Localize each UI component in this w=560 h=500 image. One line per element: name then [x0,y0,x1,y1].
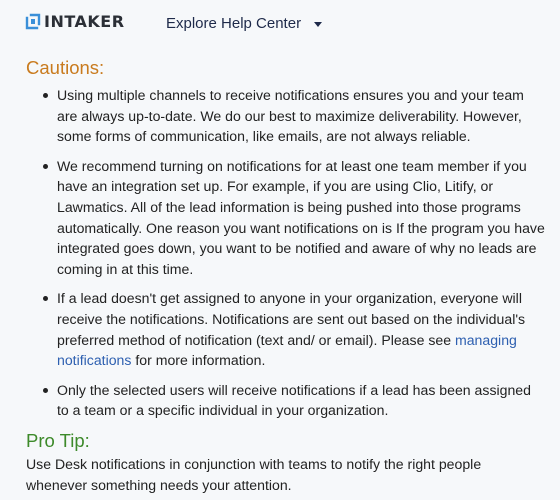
top-header [0,0,560,46]
list-item-text-before: If a lead doesn't get assigned to anyone in your organization, everyone will receive the notifications. Notifications are sent out based on the individual's preferred method of notification (text and/ or email). Please see [57,290,526,348]
list-item-text: We recommend turning on notifications for at least one team member if you have an integration set up. For example, if you are using Clio, Litify, or Lawmatics. All of the lead information is being pushed into those programs automatically. One reason you want notifications on is If the program you have integrated goes down, you want to be notified and aware of why no leads are coming in at this time. [57,157,545,277]
intaker-logo-icon [25,13,41,31]
managing-notifications-link[interactable]: managing notifications [57,331,517,369]
list-item [0,380,560,421]
list-item [0,85,560,147]
list-item [0,156,560,280]
cautions-list [0,85,560,430]
explore-help-center-dropdown[interactable] [166,14,322,34]
list-item-text: Using multiple channels to receive notifications ensures you and your team are always up-to-date. We do our best to maximize deliverability. However, some forms of communication, like emails, are not always reliable. [57,87,524,145]
brand-logo[interactable] [25,12,125,32]
cautions-heading: Cautions: [26,57,105,78]
chevron-down-icon [314,22,322,27]
list-item-text: Only the selected users will receive notifications if a lead has been assigned to a team or a specific individual in your organization. [57,381,531,419]
list-item [0,288,560,370]
nav-label: Explore Help Center [166,15,302,32]
list-item-text-after: for more information. [131,352,266,369]
logo-text: INTAKER [44,12,125,31]
pro-tip-body: Use Desk notifications in conjunction with teams to notify the right people whenever something needs your attention. [26,456,482,493]
pro-tip-heading: Pro Tip: [26,430,90,451]
